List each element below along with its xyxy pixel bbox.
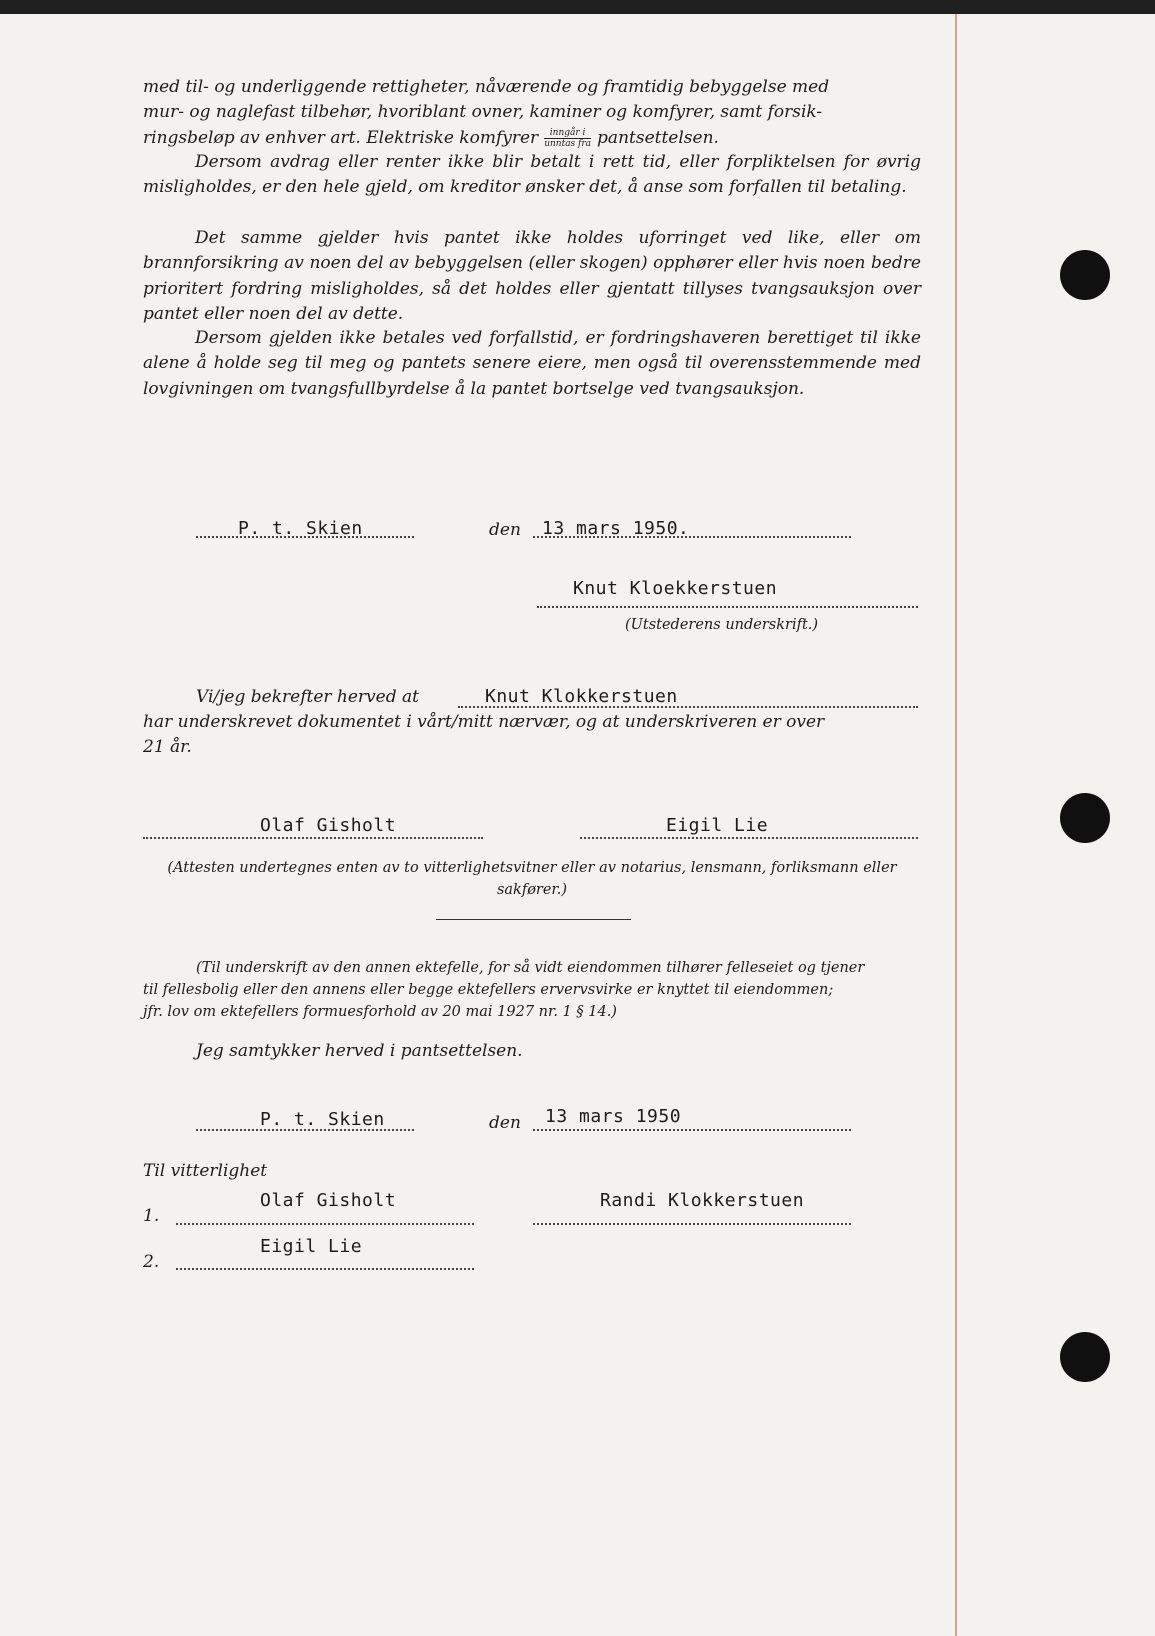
spouse-dotted-line bbox=[533, 1223, 851, 1225]
confirmation-line: 21 år. bbox=[143, 737, 192, 757]
paragraph-text: Dersom gjelden ikke betales ved forfallstid, er fordringshaveren berettiget til ikke alene å holde seg til meg og pantets senere eiere, men også til overensstemmende med lovgivningen om tvangsfullbyrdelse å la pantet bortselge ved tvangsauksjon. bbox=[143, 328, 921, 399]
clause-line: mur- og naglefast tilbehør, hvoriblant ovner, kaminer og komfyrer, samt forsik- bbox=[143, 102, 823, 123]
issuer-caption: (Utstederens underskrift.) bbox=[625, 617, 819, 633]
confirmation-line: har underskrevet dokumentet i vårt/mitt nærvær, og at underskriveren er over bbox=[143, 712, 825, 732]
punch-hole bbox=[1060, 1332, 1110, 1382]
paragraph-text: Dersom avdrag eller renter ikke blir betalt i rett tid, eller forpliktelsen for øvrig misligholdes, er den hele gjeld, om kreditor ønsker det, å anse som forfallen til betaling. bbox=[143, 152, 921, 198]
fraction-top: inngår i bbox=[544, 128, 591, 139]
scan-edge bbox=[0, 0, 1155, 14]
witness-2-signature: Eigil Lie bbox=[260, 1236, 363, 1257]
den-label: den bbox=[489, 1113, 521, 1133]
attestation-note: (Attesten undertegnes enten av to vitterlighetsvitner eller av notarius, lensmann, forliksmann eller sakfører.) bbox=[167, 860, 897, 898]
spouse-note-line: (Til underskrift av den annen ektefelle, for så vidt eiendommen tilhører felleseiet og tjener bbox=[196, 960, 865, 976]
witness-dotted-line bbox=[176, 1268, 474, 1270]
date-value: 13 mars 1950. bbox=[542, 518, 690, 539]
witness-number: 2. bbox=[143, 1252, 160, 1272]
insurance-clause-paragraph bbox=[143, 226, 921, 327]
spouse-note-line: jfr. lov om ektefellers formuesforhold av 20 mai 1927 nr. 1 § 14.) bbox=[143, 1004, 617, 1020]
witness-dotted-line bbox=[143, 837, 483, 839]
spouse-note-line: til fellesbolig eller den annens eller begge ektefellers ervervsvirke er knyttet til eiendommen; bbox=[143, 982, 834, 998]
clause-text: pantsettelsen. bbox=[597, 127, 719, 148]
clause-line bbox=[143, 126, 921, 151]
date-dotted-line bbox=[533, 1129, 851, 1131]
place-value: P. t. Skien bbox=[238, 518, 363, 539]
confirmation-prefix: Vi/jeg bekrefter herved at bbox=[196, 687, 419, 707]
witness-dotted-line bbox=[580, 837, 918, 839]
witness-dotted-line bbox=[176, 1223, 474, 1225]
mortgage-clause-paragraph bbox=[143, 75, 921, 151]
margin-rule bbox=[955, 14, 957, 1636]
witness-right-signature: Eigil Lie bbox=[666, 815, 769, 836]
witness-heading: Til vitterlighet bbox=[143, 1161, 268, 1181]
spouse-signature: Randi Klokkerstuen bbox=[600, 1190, 805, 1211]
den-label: den bbox=[489, 520, 521, 540]
place-value: P. t. Skien bbox=[260, 1109, 385, 1130]
clause-text: ringsbeløp av enhver art. Elektriske komfyrer bbox=[143, 127, 539, 148]
default-clause-paragraph bbox=[143, 150, 921, 201]
witness-number: 1. bbox=[143, 1206, 160, 1226]
enforcement-clause-paragraph bbox=[143, 326, 921, 402]
witness-1-signature: Olaf Gisholt bbox=[260, 1190, 397, 1211]
signature-dotted-line bbox=[537, 606, 918, 608]
punch-hole bbox=[1060, 793, 1110, 843]
paragraph-text: Det samme gjelder hvis pantet ikke holdes uforringet ved like, eller om brannforsikring av noen del av bebyggelsen (eller skogen) opphører eller hvis noen bedre prioritert fordring misligholdes, så det holdes eller gjentatt tillyses tvangsauksjon over pantet eller noen del av dette. bbox=[143, 228, 921, 324]
confirmed-signer-name: Knut Klokkerstuen bbox=[485, 686, 678, 707]
issuer-signature: Knut Kloekkerstuen bbox=[573, 578, 778, 599]
clause-line: med til- og underliggende rettigheter, nåværende og framtidig bebyggelse med bbox=[143, 77, 830, 97]
consent-statement: Jeg samtykker herved i pantsettelsen. bbox=[196, 1041, 523, 1061]
section-divider bbox=[436, 919, 631, 920]
include-exclude-fraction bbox=[544, 128, 591, 149]
witness-left-signature: Olaf Gisholt bbox=[260, 815, 397, 836]
fraction-bottom: unntas fra bbox=[544, 138, 592, 149]
punch-hole bbox=[1060, 250, 1110, 300]
date-value: 13 mars 1950 bbox=[545, 1106, 682, 1127]
